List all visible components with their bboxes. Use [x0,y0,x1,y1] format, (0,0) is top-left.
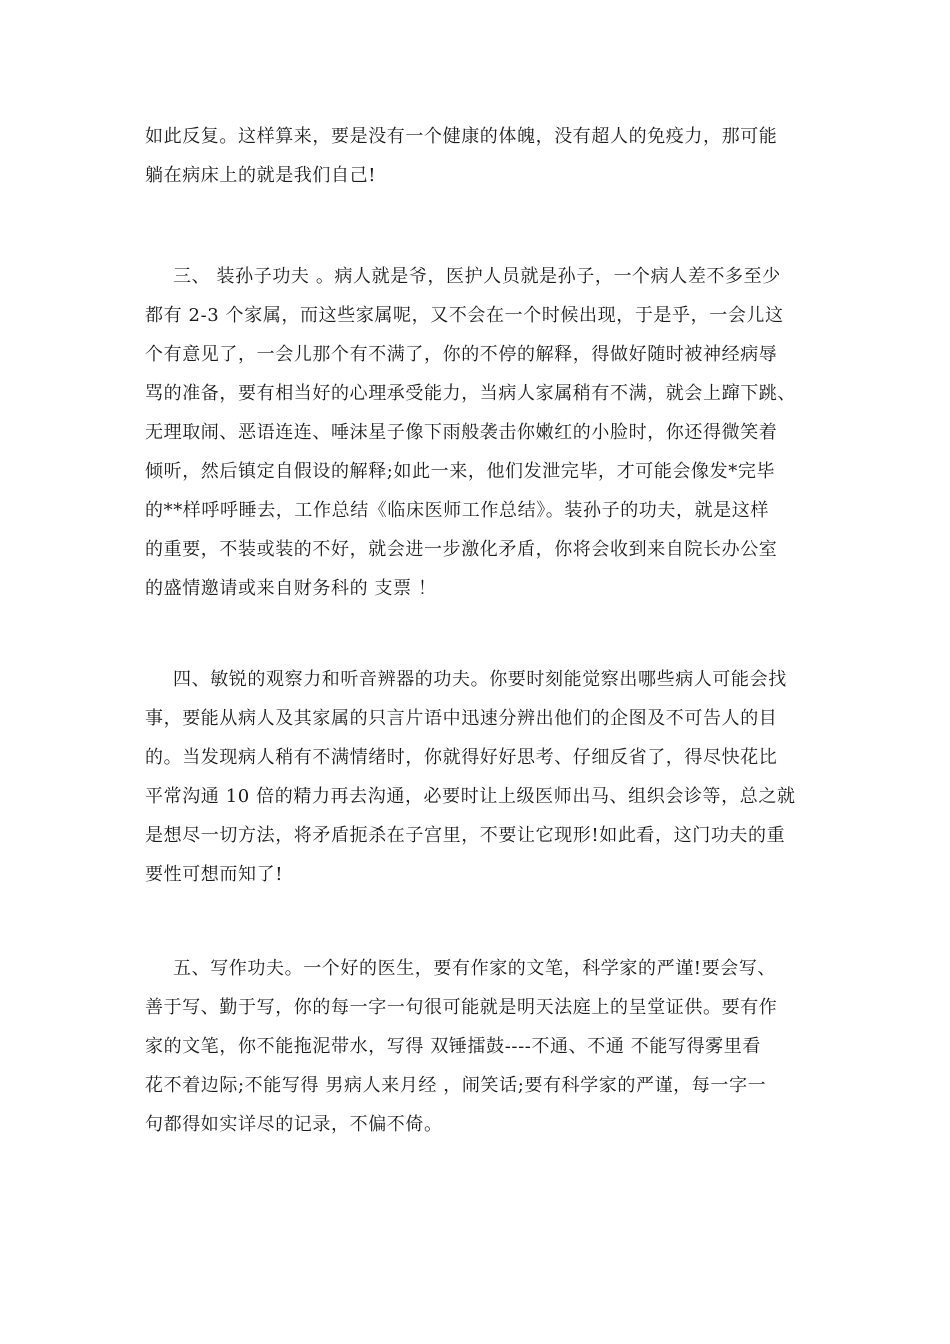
text-line: 的。当发现病人稍有不满情绪时，你就得好好思考、仔细反省了，得尽快花比 [145,747,778,768]
text-line: 骂的准备，要有相当好的心理承受能力，当病人家属稍有不满，就会上蹿下跳、 [145,383,796,404]
text-line: 躺在病床上的就是我们自己! [145,165,377,186]
text-line: 如此反复。这样算来，要是没有一个健康的体魄，没有超人的免疫力，那可能 [145,126,778,147]
text-line: 个有意见了，一会儿那个有不满了，你的不停的解释，得做好随时被神经病辱 [145,344,778,365]
text-line: 的盛情邀请或来自财务科的 支票 ！ [145,578,437,599]
text-line: 三、 装孙子功夫 。病人就是爷，医护人员就是孙子，一个病人差不多至少 [173,266,781,287]
text-line: 事，要能从病人及其家属的只言片语中迅速分辨出他们的企图及不可告人的目 [145,708,778,729]
text-line: 四、敏锐的观察力和听音辨器的功夫。你要时刻能觉察出哪些病人可能会找 [173,669,787,690]
text-line: 善于写、勤于写，你的每一字一句很可能就是明天法庭上的呈堂证供。要有作 [145,997,778,1018]
text-line: 要性可想而知了! [145,864,284,885]
text-line: 的重要，不装或装的不好，就会进一步激化矛盾，你将会收到来自院长办公室 [145,539,778,560]
text-line: 平常沟通 10 倍的精力再去沟通，必要时让上级医师出马、组织会诊等，总之就 [145,786,796,807]
text-line: 的**样呼呼睡去，工作总结《临床医师工作总结》。装孙子的功夫，就是这样 [145,500,769,521]
text-line: 五、写作功夫。一个好的医生，要有作家的文笔，科学家的严谨!要会写、 [173,958,777,979]
text-line: 倾听，然后镇定自假设的解释;如此一来，他们发泄完毕，才可能会像发*完毕 [145,461,776,482]
text-line: 是想尽一切方法，将矛盾扼杀在子宫里，不要让它现形!如此看，这门功夫的重 [145,825,786,846]
text-line: 都有 2-3 个家属，而这些家属呢，又不会在一个时候出现，于是乎，一会儿这 [145,305,784,326]
text-line: 花不着边际;不能写得 男病人来月经 ，闹笑话;要有科学家的严谨，每一字一 [145,1075,767,1096]
text-line: 无理取闹、恶语连连、唾沫星子像下雨般袭击你嫩红的小脸时，你还得微笑着 [145,422,778,443]
text-line: 家的文笔，你不能拖泥带水，写得 双锤擂鼓----不通、不通 不能写得雾里看 [145,1036,761,1057]
text-line: 句都得如实详尽的记录，不偏不倚。 [145,1114,443,1135]
